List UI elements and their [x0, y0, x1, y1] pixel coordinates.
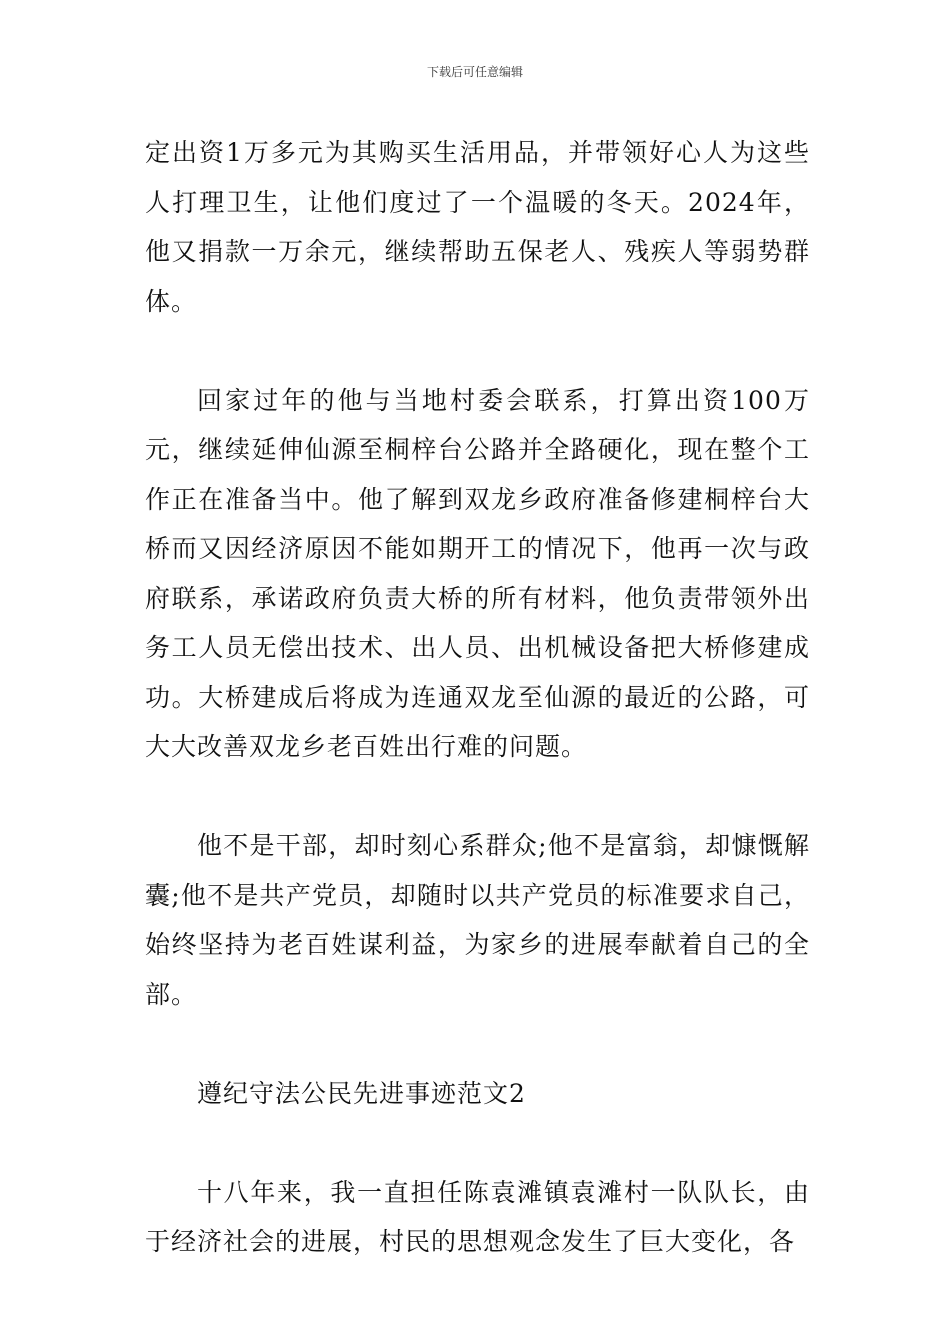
- document-body: [145, 128, 810, 1267]
- paragraph-1: 定出资1万多元为其购买生活用品，并带领好心人为这些人打理卫生，让他们度过了一个温暖的冬天。2024年，他又捐款一万余元，继续帮助五保老人、残疾人等弱势群体。: [145, 138, 810, 316]
- paragraph-gap: [145, 1019, 810, 1069]
- paragraph-2: 回家过年的他与当地村委会联系，打算出资100万元，继续延伸仙源至桐梓台公路并全路硬化，现在整个工作正在准备当中。他了解到双龙乡政府准备修建桐梓台大桥而又因经济原因不能如期开工的情况下，他再一次与政府联系，承诺政府负责大桥的所有材料，他负责带领外出务工人员无偿出技术、出人员、出机械设备把大桥修建成功。大桥建成后将成为连通双龙至仙源的最近的公路，可大大改善双龙乡老百姓出行难的问题。: [145, 385, 810, 761]
- paragraph-gap: [145, 1118, 810, 1168]
- paragraph-3: 他不是干部，却时刻心系群众;他不是富翁，却慷慨解囊;他不是共产党员，却随时以共产党员的标准要求自己，始终坚持为老百姓谋利益，为家乡的进展奉献着自己的全部。: [145, 831, 810, 1009]
- paragraph-4: 十八年来，我一直担任陈袁滩镇袁滩村一队队长，由于经济社会的进展，村民的思想观念发生了巨大变化，各: [145, 1177, 810, 1256]
- paragraph-gap: [145, 772, 810, 822]
- section-heading: 遵纪守法公民先进事迹范文2: [197, 1078, 526, 1108]
- paragraph-gap: [145, 326, 810, 376]
- page-header-note: 下载后可任意编辑: [426, 65, 523, 79]
